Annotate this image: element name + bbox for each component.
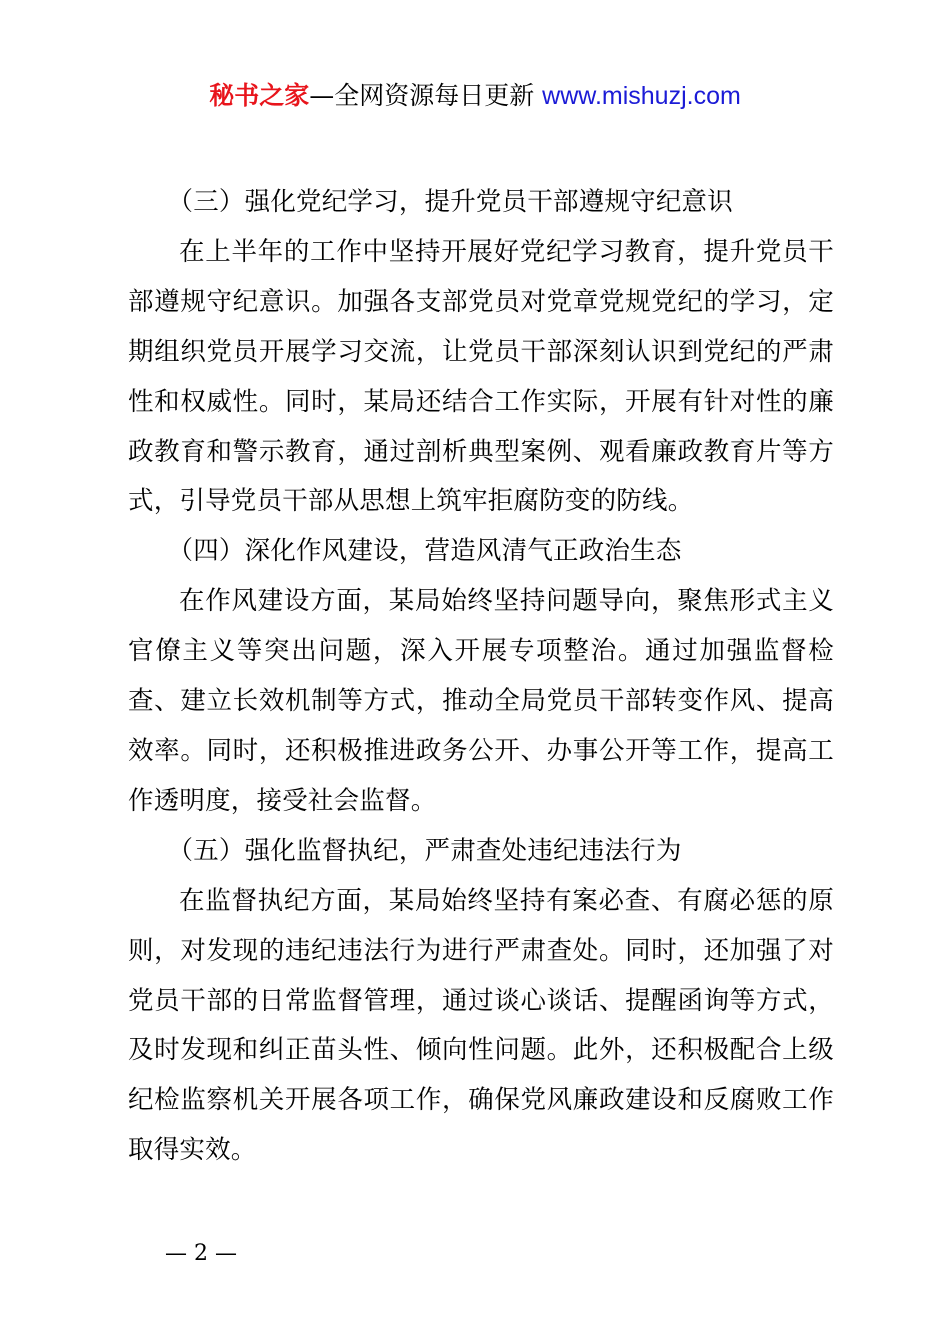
section-heading-5: （五）强化监督执纪，严肃查处违纪违法行为 <box>167 835 682 866</box>
section-paragraph-4: 在作风建设方面，某局始终坚持问题导向，聚焦形式主义官僚主义等突出问题，深入开展专项整治。通过加强监督检查、建立长效机制等方式，推动全局党员干部转变作风、提高效率。同时，还积极推进政务公开、办事公开等工作，提高工作透明度，接受社会监督。 <box>128 586 834 816</box>
section-heading-3: （三）强化党纪学习，提升党员干部遵规守纪意识 <box>167 187 733 217</box>
document-body <box>128 178 834 1176</box>
site-banner <box>0 78 950 114</box>
section-paragraph-3: 在上半年的工作中坚持开展好党纪学习教育，提升党员干部遵规守纪意识。加强各支部党员对党章党规党纪的学习，定期组织党员开展学习交流，让党员干部深刻认识到党纪的严肃性和权威性。同时，某局还结合工作实际，开展有针对性的廉政教育和警示教育，通过剖析典型案例、观看廉政教育片等方式，引导党员干部从思想上筑牢拒腐防变的防线。 <box>128 236 834 517</box>
banner-tagline: —全网资源每日更新 <box>309 81 543 110</box>
page-number: — 2 — <box>165 1241 237 1266</box>
section-paragraph-5: 在监督执纪方面，某局始终坚持有案必查、有腐必惩的原则，对发现的违纪违法行为进行严肃查处。同时，还加强了对党员干部的日常监督管理，通过谈心谈话、提醒函询等方式，及时发现和纠正苗头性、倾向性问题。此外，还积极配合上级纪检监察机关开展各项工作，确保党风廉政建设和反腐败工作取得实效。 <box>128 885 834 1166</box>
section-heading-4: （四）深化作风建设，营造风清气正政治生态 <box>167 536 682 567</box>
site-url-link[interactable]: www.mishuzj.com <box>542 82 741 110</box>
brand-name: 秘书之家 <box>209 81 310 110</box>
